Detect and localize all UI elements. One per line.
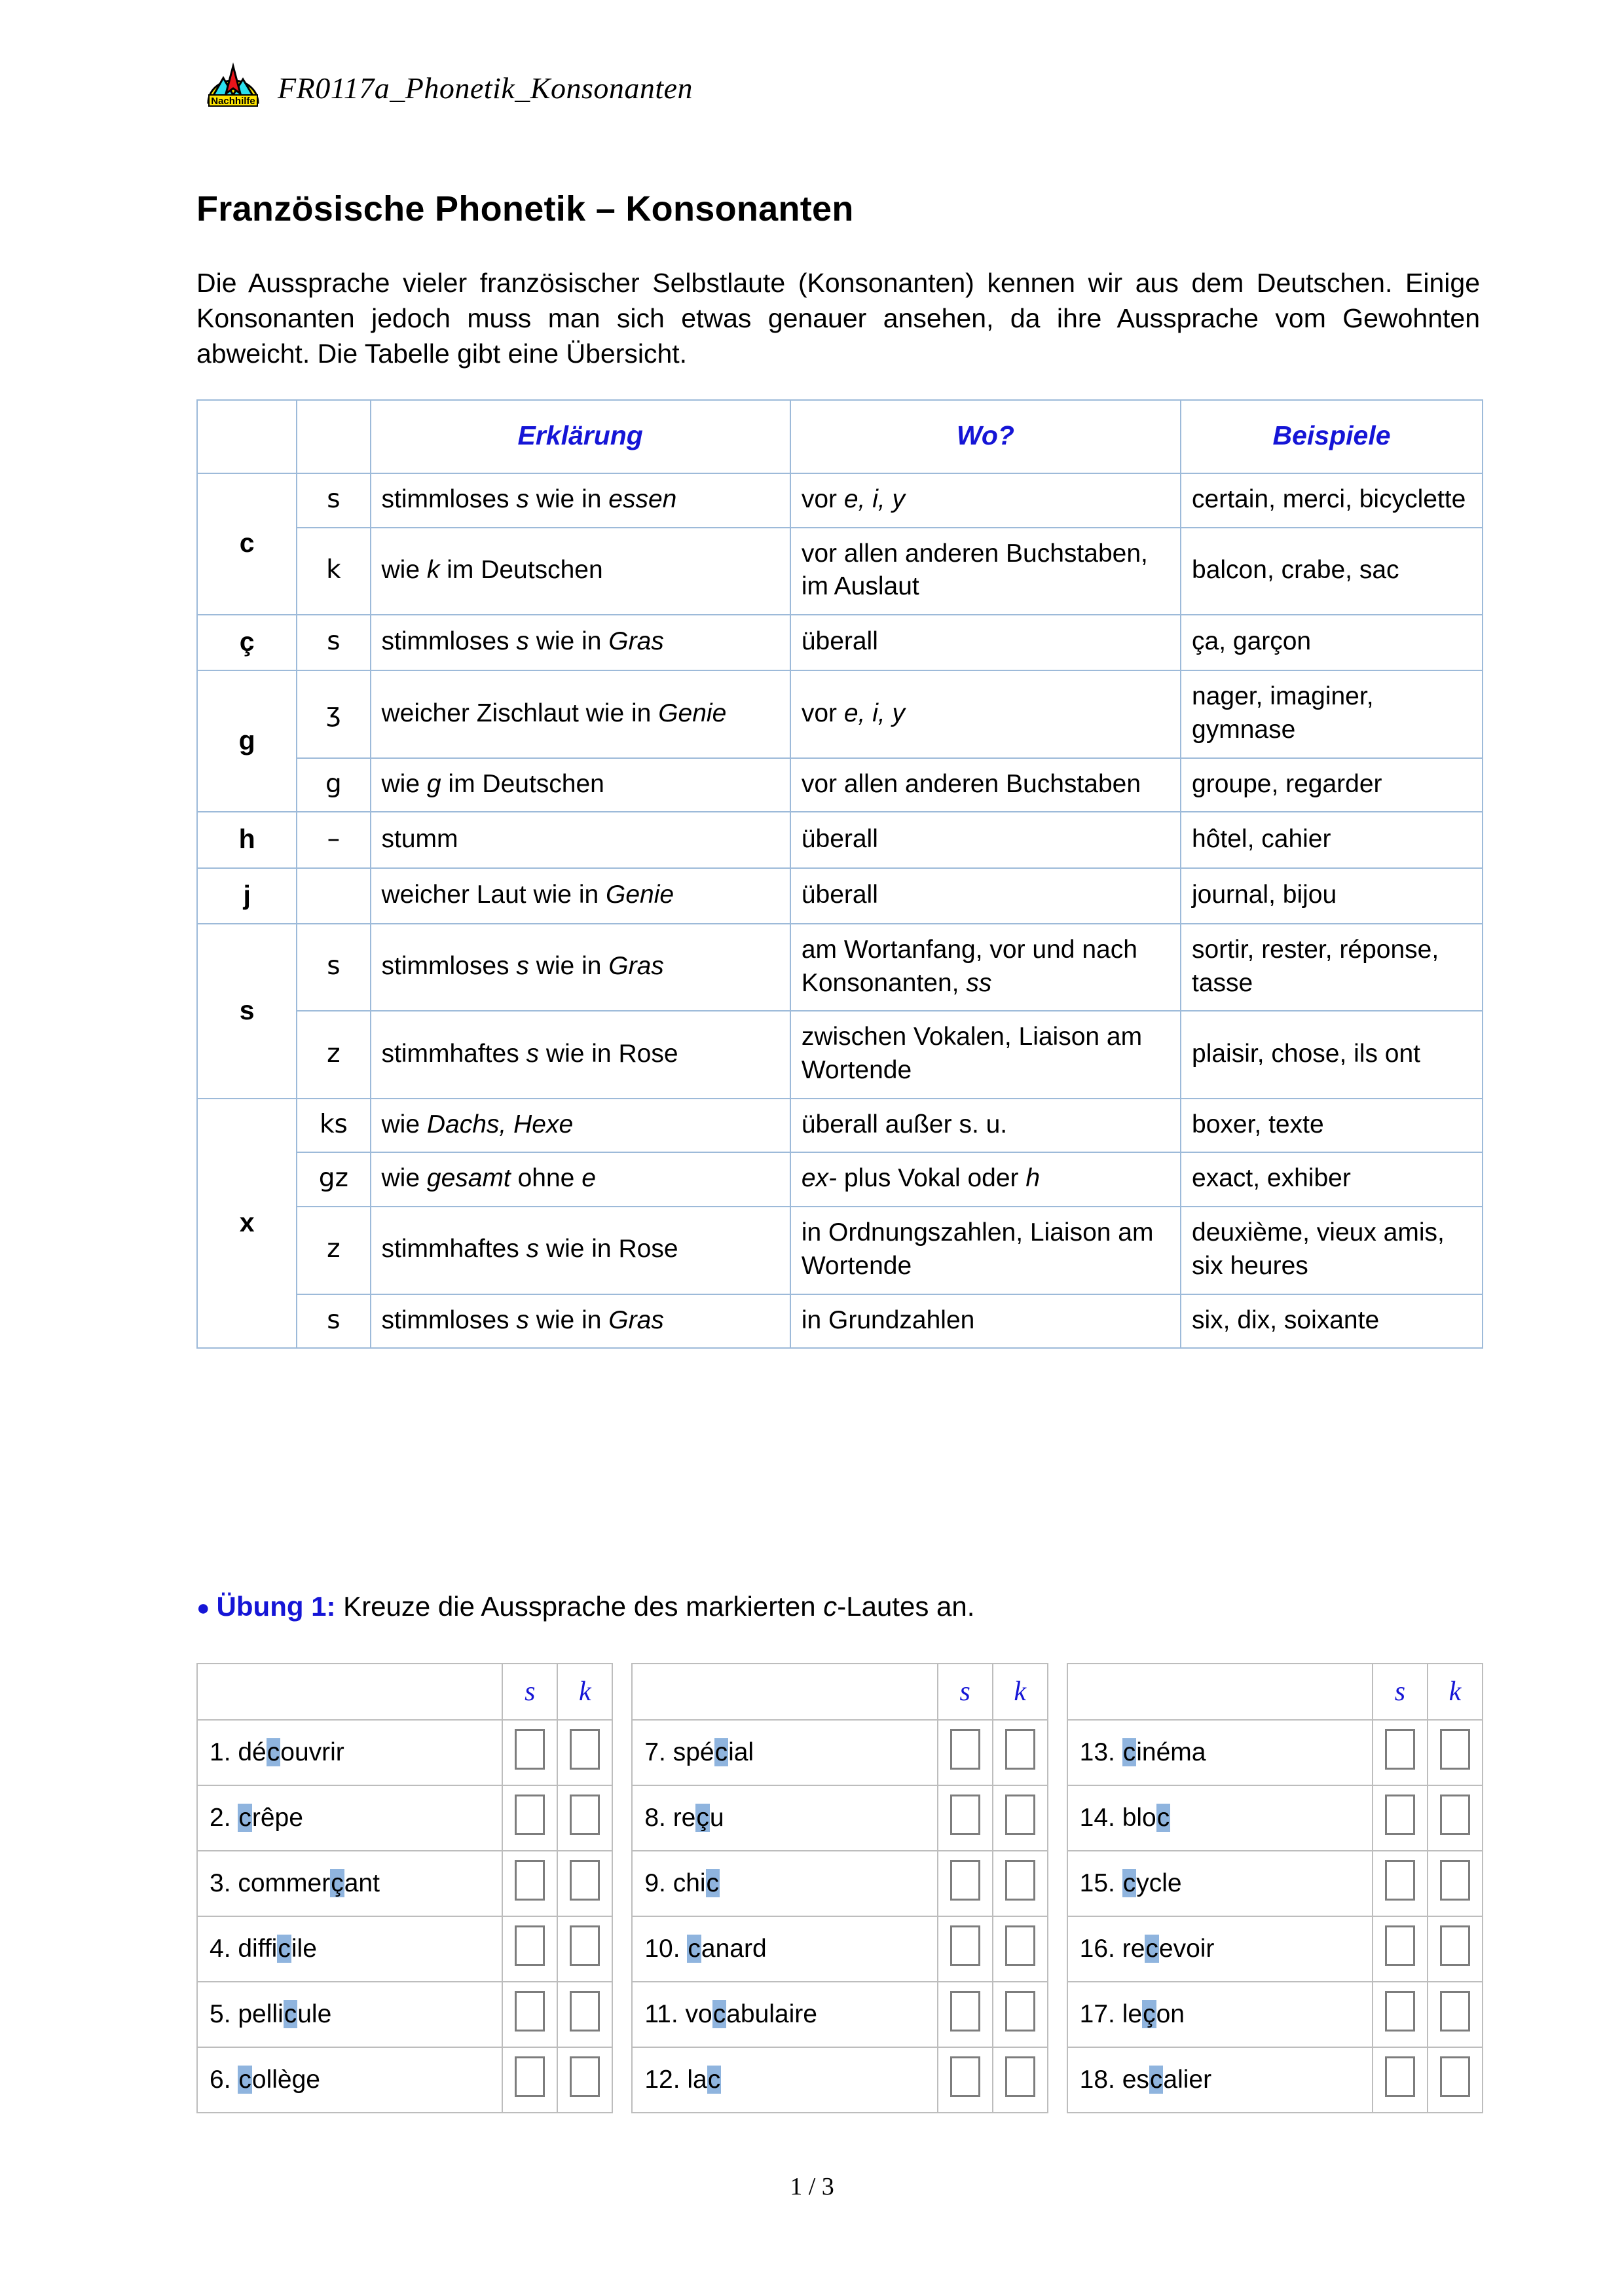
highlighted-letter: c — [1149, 2066, 1163, 2094]
highlighted-letter: c — [1145, 1935, 1158, 1963]
checkbox-cell-k[interactable] — [557, 1720, 612, 1785]
exercise-word: 14. bloc — [1067, 1785, 1373, 1851]
bullet-icon: ● — [196, 1595, 210, 1621]
cell-where: überall — [790, 615, 1181, 670]
exercise-label: Übung 1: — [216, 1591, 336, 1622]
exercise-row — [1067, 1720, 1483, 1785]
checkbox-cell-k[interactable] — [557, 2047, 612, 2113]
cell-letter: c — [197, 473, 297, 615]
cell-sound: s — [297, 473, 370, 528]
checkbox-cell-s[interactable] — [1373, 2047, 1428, 2113]
checkbox-k[interactable] — [570, 1991, 600, 2032]
table-row — [197, 1294, 1483, 1349]
checkbox-cell-k[interactable] — [993, 2047, 1048, 2113]
exercise-word: 1. découvrir — [197, 1720, 502, 1785]
exercise-row — [1067, 1982, 1483, 2047]
exercise-row — [1067, 1851, 1483, 1916]
exercise-word: 7. spécial — [632, 1720, 937, 1785]
cell-where: vor e, i, y — [790, 670, 1181, 757]
cell-examples: exact, exhiber — [1181, 1152, 1483, 1207]
checkbox-s[interactable] — [515, 1991, 545, 2032]
cell-where: zwischen Vokalen, Liaison am Wortende — [790, 1011, 1181, 1098]
checkbox-cell-k[interactable] — [557, 1851, 612, 1916]
checkbox-s[interactable] — [1385, 1729, 1415, 1770]
table-row — [197, 924, 1483, 1011]
checkbox-k[interactable] — [570, 1860, 600, 1901]
checkbox-k[interactable] — [1005, 1729, 1035, 1770]
exercise-header-row — [197, 1664, 612, 1720]
table-row — [197, 758, 1483, 812]
exercise-word: 8. reçu — [632, 1785, 937, 1851]
cell-explanation: stimmloses s wie in essen — [371, 473, 790, 528]
header-cell-sound — [297, 400, 370, 473]
exercise-header-blank — [197, 1664, 502, 1720]
cell-sound: s — [297, 615, 370, 670]
exercise-word: 11. vocabulaire — [632, 1982, 937, 2047]
checkbox-s[interactable] — [950, 1860, 980, 1901]
checkbox-k[interactable] — [1005, 1991, 1035, 2032]
checkbox-k[interactable] — [570, 1795, 600, 1835]
exercise-word: 9. chic — [632, 1851, 937, 1916]
cell-letter: s — [197, 924, 297, 1099]
exercise-row — [197, 2047, 612, 2113]
checkbox-cell-s[interactable] — [502, 1916, 557, 1982]
checkbox-s[interactable] — [1385, 1991, 1415, 2032]
checkbox-cell-s[interactable] — [938, 1720, 993, 1785]
table-row — [197, 1207, 1483, 1294]
cell-sound: ks — [297, 1099, 370, 1153]
highlighted-letter: c — [707, 2066, 721, 2094]
checkbox-cell-s[interactable] — [938, 2047, 993, 2113]
checkbox-cell-s[interactable] — [1373, 1785, 1428, 1851]
cell-sound: z — [297, 1011, 370, 1098]
cell-letter: ç — [197, 615, 297, 670]
highlighted-letter: ç — [1143, 2000, 1156, 2028]
highlighted-letter: ç — [331, 1869, 344, 1897]
checkbox-cell-s[interactable] — [502, 1785, 557, 1851]
checkbox-cell-k[interactable] — [993, 1916, 1048, 1982]
exercise-instruction-pre: Kreuze die Aussprache des markierten — [335, 1591, 824, 1622]
cell-sound: ʒ — [297, 670, 370, 757]
exercise-header-k: k — [993, 1664, 1048, 1720]
exercise-row — [197, 1785, 612, 1851]
cell-explanation: stumm — [371, 812, 790, 867]
cell-where: ex- plus Vokal oder h — [790, 1152, 1181, 1207]
checkbox-s[interactable] — [1385, 1925, 1415, 1966]
phonetics-table — [196, 399, 1483, 1349]
cell-sound — [297, 868, 370, 924]
header-cell-letter — [197, 400, 297, 473]
exercise-word: 16. recevoir — [1067, 1916, 1373, 1982]
exercise-header-blank — [632, 1664, 937, 1720]
exercise-header-k: k — [1428, 1664, 1483, 1720]
exercise-word: 13. cinéma — [1067, 1720, 1373, 1785]
cell-where: in Ordnungszahlen, Liaison am Wortende — [790, 1207, 1181, 1294]
checkbox-k[interactable] — [1440, 1991, 1470, 2032]
exercise-row — [1067, 1785, 1483, 1851]
table-row — [197, 670, 1483, 757]
table-row — [197, 812, 1483, 867]
cell-sound: – — [297, 812, 370, 867]
cell-explanation: stimmhaftes s wie in Rose — [371, 1207, 790, 1294]
cell-explanation: weicher Laut wie in Genie — [371, 868, 790, 924]
checkbox-cell-k[interactable] — [1428, 1785, 1483, 1851]
cell-explanation: stimmloses s wie in Gras — [371, 1294, 790, 1349]
checkbox-s[interactable] — [1385, 1860, 1415, 1901]
table-row — [197, 868, 1483, 924]
exercise-header-s: s — [938, 1664, 993, 1720]
checkbox-s[interactable] — [515, 2056, 545, 2097]
cell-sound: z — [297, 1207, 370, 1294]
checkbox-k[interactable] — [570, 1925, 600, 1966]
header-cell-beispiele: Beispiele — [1181, 400, 1483, 473]
highlighted-letter: c — [278, 1935, 291, 1963]
cell-explanation: stimmloses s wie in Gras — [371, 615, 790, 670]
exercise-row — [632, 1982, 1047, 2047]
cell-explanation: wie Dachs, Hexe — [371, 1099, 790, 1153]
exercise-table — [196, 1663, 613, 2113]
intro-paragraph: Die Aussprache vieler französischer Selbstlaute (Konsonanten) kennen wir aus dem Deutschen. Einige Konsonanten jedoch muss man sich etwas genauer ansehen, da ihre Aussprache vom Gewohnten abweicht. Die Tabelle gibt eine Übersicht. — [196, 268, 1480, 369]
checkbox-s[interactable] — [515, 1925, 545, 1966]
cell-examples: certain, merci, bicyclette — [1181, 473, 1483, 528]
table-row — [197, 528, 1483, 615]
cell-examples: sortir, rester, réponse, tasse — [1181, 924, 1483, 1011]
highlighted-letter: c — [706, 1869, 720, 1897]
checkbox-cell-k[interactable] — [1428, 2047, 1483, 2113]
table-row — [197, 615, 1483, 670]
checkbox-s[interactable] — [1385, 2056, 1415, 2097]
exercise-word: 5. pellicule — [197, 1982, 502, 2047]
cell-sound: s — [297, 1294, 370, 1349]
checkbox-k[interactable] — [1005, 1925, 1035, 1966]
phonetics-table-head — [197, 400, 1483, 473]
phonetics-table-body — [197, 473, 1483, 1348]
highlighted-letter: c — [1122, 1738, 1136, 1766]
highlighted-letter: c — [714, 1738, 728, 1766]
exercise-table — [1067, 1663, 1483, 2113]
cell-letter: j — [197, 868, 297, 924]
page-footer: 1 / 3 — [790, 2173, 834, 2200]
checkbox-cell-k[interactable] — [993, 1720, 1048, 1785]
checkbox-s[interactable] — [950, 1991, 980, 2032]
exercise-row — [197, 1720, 612, 1785]
checkbox-cell-s[interactable] — [1373, 1982, 1428, 2047]
exercise-row — [632, 1785, 1047, 1851]
cell-where: vor allen anderen Buchstaben — [790, 758, 1181, 812]
exercise-header-s: s — [1373, 1664, 1428, 1720]
exercise-word: 12. lac — [632, 2047, 937, 2113]
checkbox-k[interactable] — [1440, 1925, 1470, 1966]
exercise-word: 2. crêpe — [197, 1785, 502, 1851]
checkbox-cell-s[interactable] — [938, 1982, 993, 2047]
checkbox-cell-s[interactable] — [1373, 1720, 1428, 1785]
table-row — [197, 1011, 1483, 1098]
checkbox-cell-k[interactable] — [1428, 1720, 1483, 1785]
table-row — [197, 1099, 1483, 1153]
cell-examples: groupe, regarder — [1181, 758, 1483, 812]
checkbox-s[interactable] — [950, 1925, 980, 1966]
exercise-word: 17. leçon — [1067, 1982, 1373, 2047]
checkbox-k[interactable] — [1005, 2056, 1035, 2097]
checkbox-cell-k[interactable] — [557, 1916, 612, 1982]
exercise-word: 3. commerçant — [197, 1851, 502, 1916]
cell-where: in Grundzahlen — [790, 1294, 1181, 1349]
cell-examples: journal, bijou — [1181, 868, 1483, 924]
checkbox-k[interactable] — [1440, 1795, 1470, 1835]
exercise-header-blank — [1067, 1664, 1373, 1720]
checkbox-cell-s[interactable] — [938, 1916, 993, 1982]
exercise-row — [632, 1851, 1047, 1916]
exercise-word: 15. cycle — [1067, 1851, 1373, 1916]
highlighted-letter: c — [1156, 1804, 1170, 1832]
checkbox-cell-s[interactable] — [1373, 1916, 1428, 1982]
checkbox-s[interactable] — [950, 1729, 980, 1770]
exercise-header-k: k — [557, 1664, 612, 1720]
cell-examples: deuxième, vieux amis, six heures — [1181, 1207, 1483, 1294]
cell-letter: x — [197, 1099, 297, 1348]
document-code-label: FR0117a_Phonetik_Konsonanten — [278, 71, 693, 105]
checkbox-cell-s[interactable] — [938, 1785, 993, 1851]
exercise-row — [632, 1916, 1047, 1982]
cell-sound: k — [297, 528, 370, 615]
header-cell-erklaerung: Erklärung — [371, 400, 790, 473]
exercise-header-row — [1067, 1664, 1483, 1720]
checkbox-cell-k[interactable] — [1428, 1916, 1483, 1982]
document-header — [203, 62, 693, 113]
highlighted-letter: c — [1122, 1869, 1136, 1897]
cell-letter: h — [197, 812, 297, 867]
cell-explanation: wie gesamt ohne e — [371, 1152, 790, 1207]
exercise-instruction-italic: c — [823, 1591, 838, 1622]
checkbox-s[interactable] — [1385, 1795, 1415, 1835]
checkbox-cell-k[interactable] — [993, 1785, 1048, 1851]
highlighted-letter: c — [284, 2000, 297, 2028]
highlighted-letter: c — [238, 1804, 251, 1832]
checkbox-cell-k[interactable] — [993, 1982, 1048, 2047]
checkbox-cell-s[interactable] — [502, 2047, 557, 2113]
cell-where: überall — [790, 812, 1181, 867]
exercise-row — [1067, 2047, 1483, 2113]
checkbox-s[interactable] — [950, 2056, 980, 2097]
exercise-table — [631, 1663, 1048, 2113]
checkbox-cell-s[interactable] — [938, 1851, 993, 1916]
highlighted-letter: c — [688, 1935, 701, 1963]
checkbox-k[interactable] — [1005, 1795, 1035, 1835]
checkbox-cell-k[interactable] — [1428, 1851, 1483, 1916]
cell-sound: g — [297, 758, 370, 812]
page-title: Französische Phonetik – Konsonanten — [196, 189, 854, 228]
cell-where: vor e, i, y — [790, 473, 1181, 528]
cell-letter: g — [197, 670, 297, 812]
exercise-row — [1067, 1916, 1483, 1982]
checkbox-s[interactable] — [515, 1729, 545, 1770]
checkbox-cell-k[interactable] — [993, 1851, 1048, 1916]
checkbox-s[interactable] — [515, 1795, 545, 1835]
exercise-row — [197, 1916, 612, 1982]
cell-sound: gz — [297, 1152, 370, 1207]
exercise-tables-container — [196, 1663, 1483, 2113]
exercise-header-s: s — [502, 1664, 557, 1720]
cell-examples: ça, garçon — [1181, 615, 1483, 670]
exercise-word: 10. canard — [632, 1916, 937, 1982]
checkbox-cell-k[interactable] — [557, 1982, 612, 2047]
checkbox-cell-k[interactable] — [1428, 1982, 1483, 2047]
checkbox-k[interactable] — [1440, 2056, 1470, 2097]
exercise-header-row — [632, 1664, 1047, 1720]
cell-where: vor allen anderen Buchstaben, im Auslaut — [790, 528, 1181, 615]
checkbox-s[interactable] — [515, 1860, 545, 1901]
cell-where: überall außer s. u. — [790, 1099, 1181, 1153]
highlighted-letter: ç — [696, 1804, 709, 1832]
table-row — [197, 1152, 1483, 1207]
cell-sound: s — [297, 924, 370, 1011]
cell-explanation: stimmloses s wie in Gras — [371, 924, 790, 1011]
cell-where: am Wortanfang, vor und nach Konsonanten, ss — [790, 924, 1181, 1011]
exercise-row — [197, 1982, 612, 2047]
checkbox-k[interactable] — [1440, 1860, 1470, 1901]
checkbox-s[interactable] — [950, 1795, 980, 1835]
checkbox-cell-s[interactable] — [502, 1982, 557, 2047]
cell-explanation: weicher Zischlaut wie in Genie — [371, 670, 790, 757]
cell-examples: balcon, crabe, sac — [1181, 528, 1483, 615]
svg-text:Nachhilfe: Nachhilfe — [211, 96, 255, 107]
checkbox-cell-k[interactable] — [557, 1785, 612, 1851]
cell-explanation: stimmhaftes s wie in Rose — [371, 1011, 790, 1098]
cell-explanation: wie k im Deutschen — [371, 528, 790, 615]
exercise-instruction-post: -Lautes an. — [837, 1591, 975, 1622]
exercise-row — [632, 2047, 1047, 2113]
exercise-row — [632, 1720, 1047, 1785]
cell-examples: nager, imaginer, gymnase — [1181, 670, 1483, 757]
exercise-row — [197, 1851, 612, 1916]
highlighted-letter: c — [238, 2066, 251, 2094]
cell-explanation: wie g im Deutschen — [371, 758, 790, 812]
checkbox-cell-s[interactable] — [502, 1851, 557, 1916]
highlighted-letter: c — [712, 2000, 726, 2028]
cell-where: überall — [790, 868, 1181, 924]
checkbox-k[interactable] — [1005, 1860, 1035, 1901]
header-cell-wo: Wo? — [790, 400, 1181, 473]
highlighted-letter: c — [267, 1738, 280, 1766]
exercise-word: 4. difficile — [197, 1916, 502, 1982]
checkbox-cell-s[interactable] — [1373, 1851, 1428, 1916]
table-header-row — [197, 400, 1483, 473]
exercise-word: 18. escalier — [1067, 2047, 1373, 2113]
checkbox-k[interactable] — [570, 2056, 600, 2097]
table-row — [197, 473, 1483, 528]
cell-examples: hôtel, cahier — [1181, 812, 1483, 867]
checkbox-k[interactable] — [570, 1729, 600, 1770]
nachhilfe-logo-icon — [203, 62, 263, 113]
cell-examples: six, dix, soixante — [1181, 1294, 1483, 1349]
exercise-heading — [196, 1591, 974, 1622]
checkbox-cell-s[interactable] — [502, 1720, 557, 1785]
exercise-word: 6. collège — [197, 2047, 502, 2113]
cell-examples: boxer, texte — [1181, 1099, 1483, 1153]
checkbox-k[interactable] — [1440, 1729, 1470, 1770]
cell-examples: plaisir, chose, ils ont — [1181, 1011, 1483, 1098]
